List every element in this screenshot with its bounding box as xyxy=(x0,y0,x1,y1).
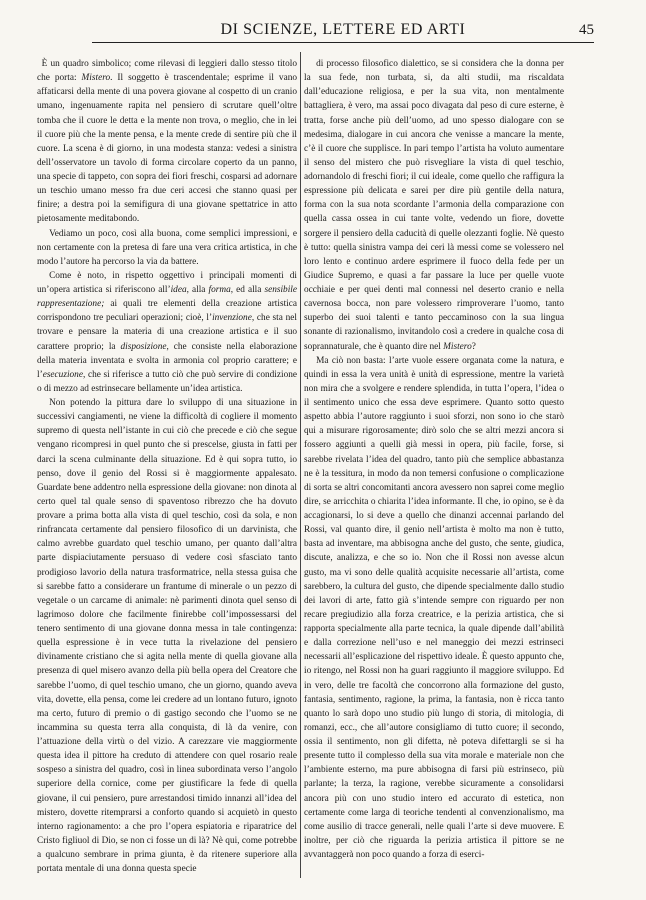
right-column xyxy=(304,57,564,875)
text-run: , che consiste nella elaborazione della materia inventata e svolta in armonia col proprio carattere; e l’ xyxy=(37,341,297,380)
column-divider xyxy=(300,52,301,878)
italic-term: sensibile rappresentazione; xyxy=(37,285,297,310)
italic-term: Mistero xyxy=(81,73,111,84)
italic-term: invenzione xyxy=(212,313,252,324)
paragraph xyxy=(37,227,297,269)
text-run: ai quali tre elementi della creazione artistica corrispondono tre peculiari operazioni; cioè, l’ xyxy=(37,299,297,324)
text-run: Ma ciò non basta: l’arte vuole essere organata come la natura, e quindi in essa la vera unità è unità di espressione, mentre la varietà non mira che a svolgere e rendere splendida, in tutta l’opera, l’idea o il sentimento unico che essa deve esprimere. Quanto sotto questo aspetto abbia l’autore raggiunto i suoi sforzi, non sono io che starò qui a misurare rigorosamente; dirò solo che se altri mezzi ancora si fossero aggiunti a quelli già messi in opera, più facile, forse, si sarebbe rivelata l’idea del quadro, tanto più che semplice abbastanza ne è la tessitura, in modo da non temersi confusione o complicazione di sorta se altri concomitanti ancora avessero non saprei come meglio dire, se arricchita o chiarita l’idea informante. Il che, io opino, se è da accagionarsi, lo si deve a quello che dinanzi accennai parlando del Rossi, val quanto dire, il genio nell’artista è molto ma non è tutto, basta ad inventare, ma abbisogna anche del gusto, che sente, giudica, discute, analizza, e che so io. Non che il Rossi non avesse alcun gusto, ma vi sono delle qualità acquisite necessarie all’artista, come sarebbero, la cultura del gusto, che dipende specialmente dallo studio dei lavori di arte, fatto già s’intende sempre con riguardo per non recare pregiudizio alla forza creatrice, e la perizia artistica, che si rapporta specialmente alla parte tecnica, la quale dipende dall’abilità e dalla correzione nell’uso e nel maneggio dei mezzi estrinseci necessarii all’esplicazione del rispettivo ideale. È questo appunto che, io ritengo, nel Rossi non ha guari raggiunto il maggiore sviluppo. Ed in vero, delle tre facoltà che concorrono alla formazione del gusto, fantasia, sentimento, ragione, la prima, la fantasia, non è ricca tanto quanto lo sarà dopo uno studio più lungo di storia, di mitologia, di romanzi, ecc., che all’autore consigliamo di tutto cuore; il secondo, ossia il sentimento, non gli difetta, nè poteva difettargli se si ha presente tutto il complesso della sua vita morale e materiale non che l’ambiente esterno, ma pure abbisogna di farsi più estrinseco, più parlante; la terza, la ragione, verebbe sicuramente a consolidarsi ancora più con uno studio intero ed accurato di estetica, non certamente come larga di teoriche tendenti al convenzionalismo, ma come ausilio di tracce generali, nelle quali l’arte si deve muovere. E inoltre, per ciò che riguarda la perizia artistica il pittore se ne avvantaggerà non poco quando a forza di eserci- xyxy=(304,355,564,860)
italic-term: esecuzione xyxy=(42,369,83,380)
text-run: ? xyxy=(471,341,476,352)
left-column xyxy=(37,57,297,875)
italic-term: idea xyxy=(170,285,187,295)
text-run: , ed alla xyxy=(230,285,265,295)
paragraph xyxy=(37,269,297,396)
italic-term: Mistero xyxy=(443,341,472,352)
running-title: DI SCIENZE, LETTERE ED ARTI xyxy=(220,21,466,38)
text-run: di processo filosofico dialettico, se si considera che la donna per la sua fede, non turbata, si, da alti studii, ma riscaldata dall’educazione religiosa, e per la sua vita, non mentalmente battagliera, è vero, ma assai poco divagata dal peso di cure esterne, è tratta, forse anche più dell’uomo, ad uno spesso dialogare con se medesima, dialogare in cui ancora che venisse a mancare la mente, c’è il cuore che supplisce. In pari tempo l’artista ha voluto aumentare il senso del mistero che può risvegliare la vista di quel teschio, adornandolo di freschi fiori; il cui ideale, come quello che raffigura la espressione più delicata e sarei per dire più gentile della natura, forma con la sua nota scordante l’armonia della comparazione con quella cassa ossea in cui tante volte, vedendo un fiore, dovette sorgere il pensiero della caducità di quelle olezzanti foglie. Nè questo è tutto: quella sinistra vampa dei ceri là messi come se volessero nel loro lento e continuo ardere esprimere il fuoco della fede per un Giudice Supremo, e quasi a far passare la luce per quelle vuote occhiaie e per quei denti mal connessi nel deserto cranio e nella cavernosa bocca, non pare volessero rimproverare l’uomo, tanto superbo dei suoi talenti e tanto peccaminoso con la sua lingua sonante di razionalismo, invitandolo così a credere in qualche cosa di soprannaturale, che è quanto dire nel xyxy=(304,59,564,352)
text-run: , alla xyxy=(186,285,209,295)
text-run: , che si riferisce a tutto ciò che può servire di condizione o di mezzo ad estrinsecare bellamente un’idea artistica. xyxy=(37,369,297,394)
text-run: , che sta nel trovare e pensare la materia di una creazione artistica e il suo carattere proprio; la xyxy=(37,313,297,352)
paragraph xyxy=(37,57,297,227)
page-header xyxy=(92,20,594,43)
page-number: 45 xyxy=(579,22,594,38)
italic-term: forma xyxy=(208,285,231,295)
text-run: È un quadro simbolico; come rilevasi di leggieri dallo stesso titolo che porta: xyxy=(37,59,297,84)
paragraph xyxy=(304,57,564,354)
italic-term: disposizione xyxy=(120,341,167,352)
paragraph xyxy=(37,396,297,875)
text-run: Come è noto, in rispetto oggettivo i principali momenti di un’opera artistica si riferiscono all’ xyxy=(37,270,297,295)
text-run: . Il soggetto è trascendentale; esprime il vano affaticarsi della mente di una povera giovane al cospetto di un cranio umano, ingenuamente rapita nel pensiero di scrutare quell’oltre tomba che il cuore le detta e la mente non trova, o meglio, che in lei il cuore più che la mente pensa, e la mente crede di sentire più che il cuore. La scena è di giorno, in una modesta stanza: vedesi a sinistra dell’osservatore un tavolo di forma circolare coperto da un panno, una specie di tappeto, con sopra dei fiori freschi, cosparsi ad adornare un teschio umano messo fra due ceri accesi che stanno quasi per finire; a destra poi la semifigura di una giovane spettatrice in atto pietosamente meditabondo. xyxy=(37,73,297,225)
text-run: Non potendo la pittura dare lo sviluppo di una situazione in successivi cangiamenti, ne viene la difficoltà di cogliere il momento supremo di questa nell’istante in cui ciò che precede e ciò che segue vengano ricompresi in quel punto che si prescelse, giusta in fatti per darci la scena culminante della situazione. Ed è qui sopra tutto, io penso, dove il genio del Rossi si è maggiormente appalesato. Guardate bene addentro nella espressione della giovane: non dinota al certo quel tal quale senso di spaventoso ribrezzo che ha dovuto provare a prima botta alla vista di quel teschio, così da sola, e non rinfrancata certamente dal pensiero filosofico di un darvinista, che calmo avrebbe guardato quel teschio umano, per quanto dall’altra parte dispiaciutamente persuaso di vedere così sfasciato tanto prodigioso lavorio della natura trasformatrice, nella stessa guisa che si sarebbe fatto a considerare un frantume di minerale o un pezzo di vegetale o un carcame di animale: nè parimenti dinota quel senso di lagrimoso dolore che facilmente finirebbe coll’impossessarsi del tenero sentimento di una giovane donna messa in tale contingenza: quella espressione è in vece tutta la rivelazione del pensiero divinamente cristiano che si agita nella mente di quella giovane alla presenza di quel misero avanzo della più bella opera del Creatore che sarebbe l’uomo, di quel teschio umano, che un giorno, quando aveva vita, dovette, ella pensa, come lei credere ad un lontano futuro, ignoto ma certo, futuro di premio o di gastigo secondo che l’uomo se ne incammina su questa terra alla conquista, di là da venire, con l’attuazione della virtù o del vizio. A carezzare vie maggiormente questa idea il pittore ha creduto di attendere con quel rosario reale sospeso a sinistra del quadro, così in linea subordinata verso l’angolo superiore della cornice, come per giustificare la fede di quella giovane, il cui pensiero, pure arrestandosi timido innanzi all’idea del mistero, dovette ritemprarsi a conforto quando si acquietò in questo interno ragionamento: a che pro l’opera espiatoria e riparatrice del Cristo figliuol di Dio, se non ci fosse un di là? Nè qui, come potrebbe a qualcuno sembrare in prima giunta, è da ritenere superiore alla portata mentale di una donna questa specie xyxy=(37,398,297,875)
text-run: Vediamo un poco, così alla buona, come semplici impressioni, e non certamente con la pretesa di fare una vera critica artistica, in che modo l’autore ha percorso la via da battere. xyxy=(37,228,297,267)
paragraph xyxy=(304,354,564,863)
